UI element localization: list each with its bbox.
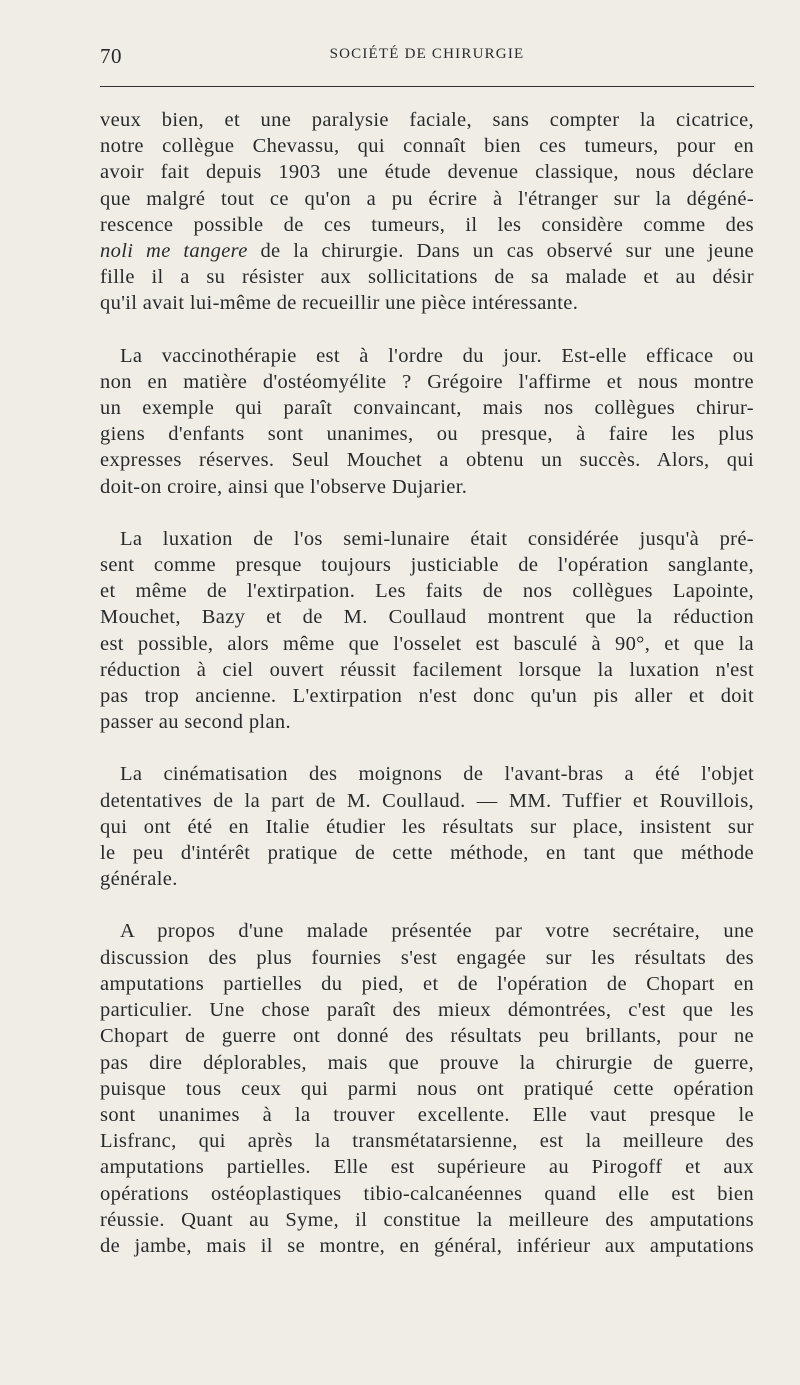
text-line: Lisfranc, qui après la transmétatarsienne, est la meilleure des: [100, 1130, 754, 1153]
text-line: de jambe, mais il se montre, en général, inférieur aux amputations: [100, 1234, 754, 1257]
text-line: générale.: [100, 868, 178, 891]
text-line: amputations partielles. Elle est supérieure au Pirogoff et aux: [100, 1156, 754, 1179]
text-line: La luxation de l'os semi-lunaire était considérée jusqu'à pré-: [120, 527, 754, 550]
text-line: rescence possible de ces tumeurs, il les considère comme des: [100, 213, 754, 236]
text-line: particulier. Une chose paraît des mieux démontrées, c'est que les: [100, 999, 754, 1022]
page-number: 70: [100, 44, 122, 68]
text-line: qui ont été en Italie étudier les résultats sur place, insistent sur: [100, 815, 754, 838]
text-line: doit-on croire, ainsi que l'observe Dujarier.: [100, 475, 468, 498]
text-line: veux bien, et une paralysie faciale, sans compter la cicatrice,: [100, 109, 754, 131]
text-line: réussie. Quant au Syme, il constitue la meilleure des amputations: [100, 1208, 754, 1231]
text-line: detentatives de la part de M. Coullaud. — MM. Tuffier et Rouvillois,: [100, 789, 754, 812]
text-line: qu'il avait lui-même de recueillir une pièce intéressante.: [100, 292, 579, 315]
text-line: amputations partielles du pied, et de l'opération de Chopart en: [100, 972, 754, 995]
header-rule: [100, 86, 754, 87]
text-line: réduction à ciel ouvert réussit facilement lorsque la luxation n'est: [100, 658, 754, 681]
text-line: sent comme presque toujours justiciable de l'opération sanglante,: [100, 554, 754, 577]
text-line: giens d'enfants sont unanimes, ou presque, à faire les plus: [100, 423, 754, 446]
paragraph: [100, 918, 754, 1259]
paragraph: [100, 761, 754, 892]
italic-phrase: noli me tangere: [100, 240, 248, 263]
text-line: opérations ostéoplastiques tibio-calcanéennes quand elle est bien: [100, 1182, 754, 1205]
text-line: que malgré tout ce qu'on a pu écrire à l'étranger sur la dégéné-: [100, 187, 754, 210]
text-line: fille il a su résister aux sollicitations de sa malade et au désir: [100, 266, 754, 289]
text-line: est possible, alors même que l'osselet est basculé à 90°, et que la: [100, 632, 754, 655]
text-line: un exemple qui paraît convaincant, mais nos collègues chirur-: [100, 397, 754, 420]
text-line: La vaccinothérapie est à l'ordre du jour. Est-elle efficace ou: [120, 344, 754, 367]
text-line: puisque tous ceux qui parmi nous ont pratiqué cette opération: [100, 1077, 754, 1100]
page-header: [100, 44, 754, 72]
text-line: notre collègue Chevassu, qui connaît bien ces tumeurs, pour en: [100, 135, 754, 158]
text-line: non en matière d'ostéomyélite ? Grégoire l'affirme et nous montre: [100, 370, 754, 393]
text-line: expresses réserves. Seul Mouchet a obtenu un succès. Alors, qui: [100, 449, 754, 472]
text-line: pas dire déplorables, mais que prouve la chirurgie de guerre,: [100, 1051, 754, 1074]
text-line: passer au second plan.: [100, 711, 291, 734]
text-line: avoir fait depuis 1903 une étude devenue classique, nous déclare: [100, 161, 754, 184]
text-fragment: de la chirurgie. Dans un cas observé sur une jeune: [260, 240, 754, 263]
text-line: pas trop ancienne. L'extirpation n'est donc qu'un pis aller et doit: [100, 685, 754, 708]
text-line: A propos d'une malade présentée par votre secrétaire, une: [120, 920, 754, 943]
text-line: le peu d'intérêt pratique de cette méthode, en tant que méthode: [100, 842, 754, 865]
text-line: [100, 238, 754, 264]
text-line: et même de l'extirpation. Les faits de nos collègues Lapointe,: [100, 580, 754, 603]
text-line: sont unanimes à la trouver excellente. Elle vaut presque le: [100, 1103, 754, 1126]
text-line: Mouchet, Bazy et de M. Coullaud montrent que la réduction: [100, 606, 754, 629]
text-line: La cinématisation des moignons de l'avant-bras a été l'objet: [120, 763, 754, 786]
paragraph: [100, 526, 754, 736]
paragraph: [100, 343, 754, 500]
text-line: Chopart de guerre ont donné des résultats peu brillants, pour ne: [100, 1025, 754, 1048]
running-title: SOCIÉTÉ DE CHIRURGIE: [329, 46, 525, 62]
paragraph: [100, 107, 754, 317]
body-text: [100, 107, 754, 1259]
text-line: discussion des plus fournies s'est engagée sur les résultats des: [100, 946, 754, 969]
